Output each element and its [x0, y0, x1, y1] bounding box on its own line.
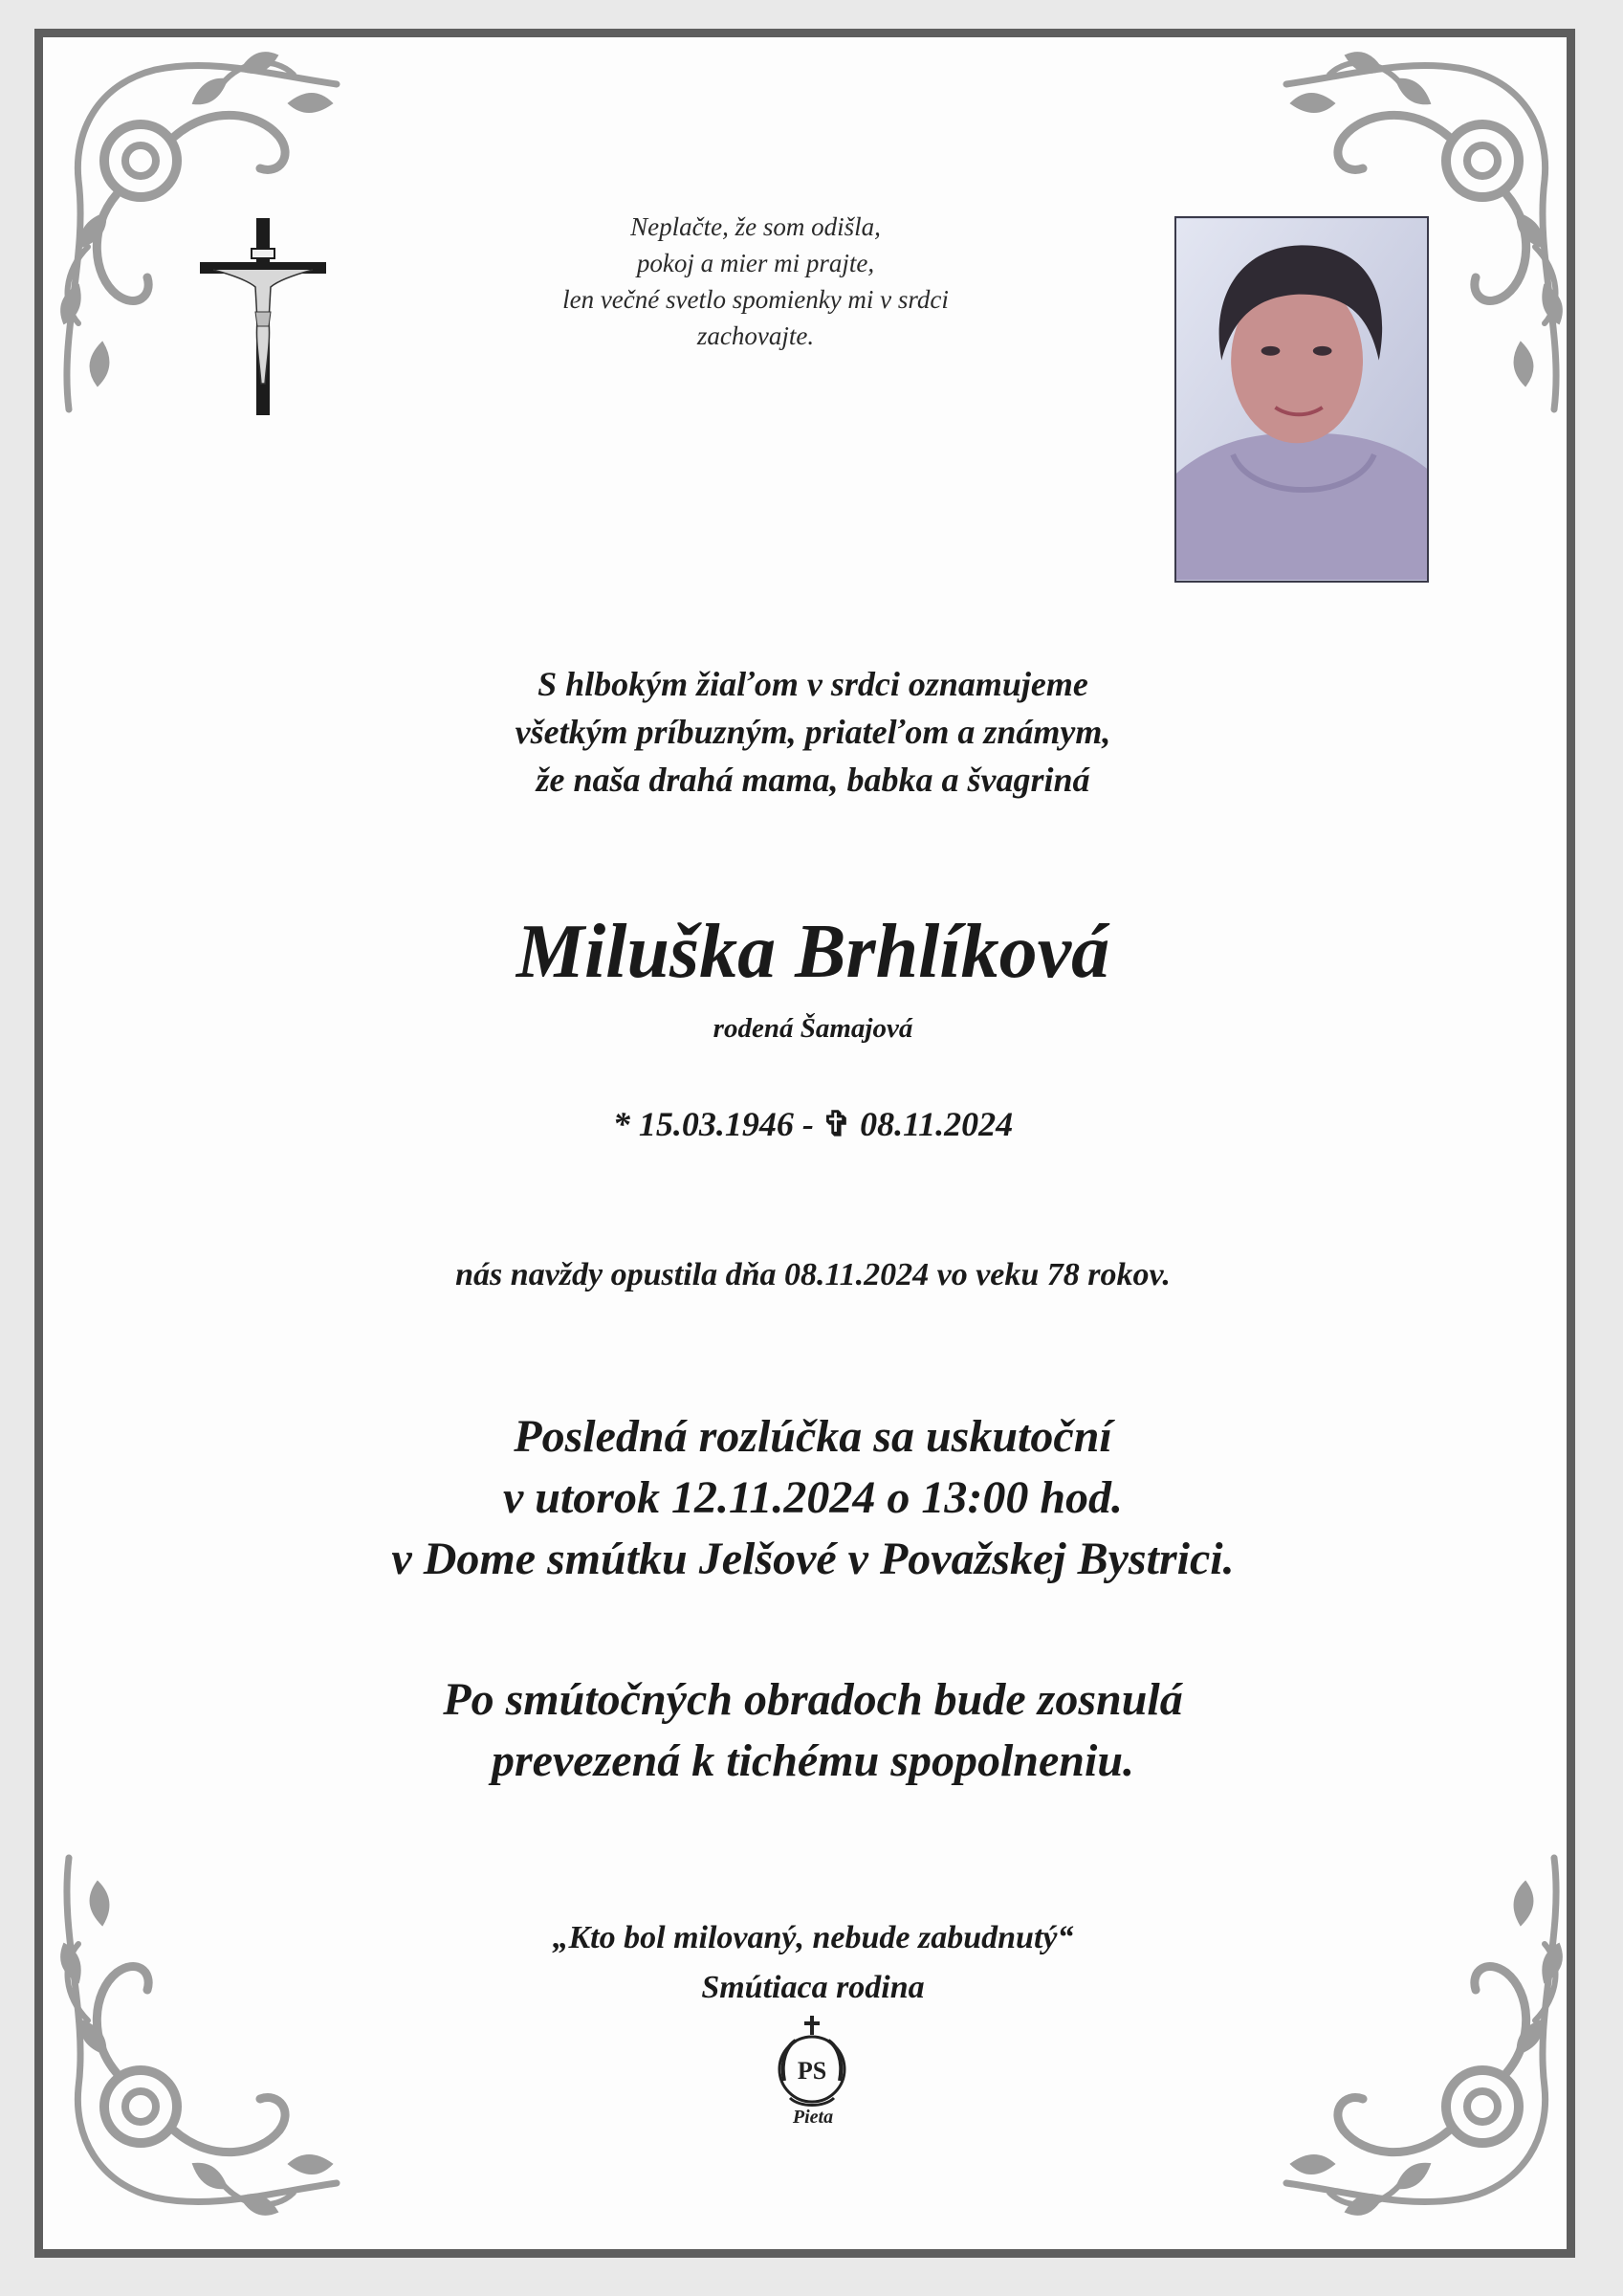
farewell-line: v utorok 12.11.2024 o 13:00 hod.: [502, 1472, 1124, 1523]
announcement-intro: [153, 660, 1473, 804]
pieta-logo-text: Pieta: [792, 2107, 834, 2128]
portrait-photo: [1174, 216, 1429, 583]
intro-line: všetkým príbuzným, priateľom a známym,: [515, 713, 1111, 751]
poem-line: pokoj a mier mi prajte,: [636, 249, 875, 277]
deceased-name: Miluška Brhlíková: [515, 910, 1110, 994]
poem-line: Neplačte, že som odišla,: [630, 212, 881, 241]
farewell-line: Posledná rozlúčka sa uskutoční: [514, 1411, 1112, 1462]
intro-line: S hlbokým žiaľom v srdci oznamujeme: [537, 665, 1088, 703]
corner-ornament-bottom-left: [50, 1848, 365, 2221]
corner-ornament-bottom-right: [1258, 1848, 1573, 2221]
birth-date: * 15.03.1946 -: [612, 1105, 814, 1143]
svg-text:PS: PS: [797, 2057, 827, 2085]
life-dates: [153, 1100, 1473, 1148]
intro-line: že naša drahá mama, babka a švagriná: [536, 761, 1090, 799]
farewell-line: v Dome smútku Jelšové v Považskej Bystrici.: [391, 1534, 1235, 1584]
cremation-note: [153, 1669, 1473, 1792]
farewell-details: [153, 1406, 1473, 1590]
passed-away-line: nás navždy opustila dňa 08.11.2024 vo veku 78 rokov.: [455, 1257, 1171, 1292]
maiden-name: rodená Šamajová: [713, 1013, 913, 1044]
quote-line: „Kto bol milovaný, nebude zabudnutý“: [552, 1920, 1074, 1955]
poem-line: len večné svetlo spomienky mi v srdci: [562, 285, 949, 314]
cremation-line: Po smútočných obradoch bude zosnulá: [443, 1674, 1183, 1725]
death-cross-icon: ✞: [822, 1105, 852, 1143]
death-date: 08.11.2024: [860, 1105, 1014, 1143]
cremation-line: prevezená k tichému spopolneniu.: [491, 1735, 1135, 1786]
crucifix-icon: [196, 216, 330, 417]
poem-line: zachovajte.: [696, 321, 815, 350]
closing-quote: [153, 1913, 1473, 2013]
signature-line: Smútiaca rodina: [701, 1970, 925, 2005]
poem: [459, 209, 1052, 354]
